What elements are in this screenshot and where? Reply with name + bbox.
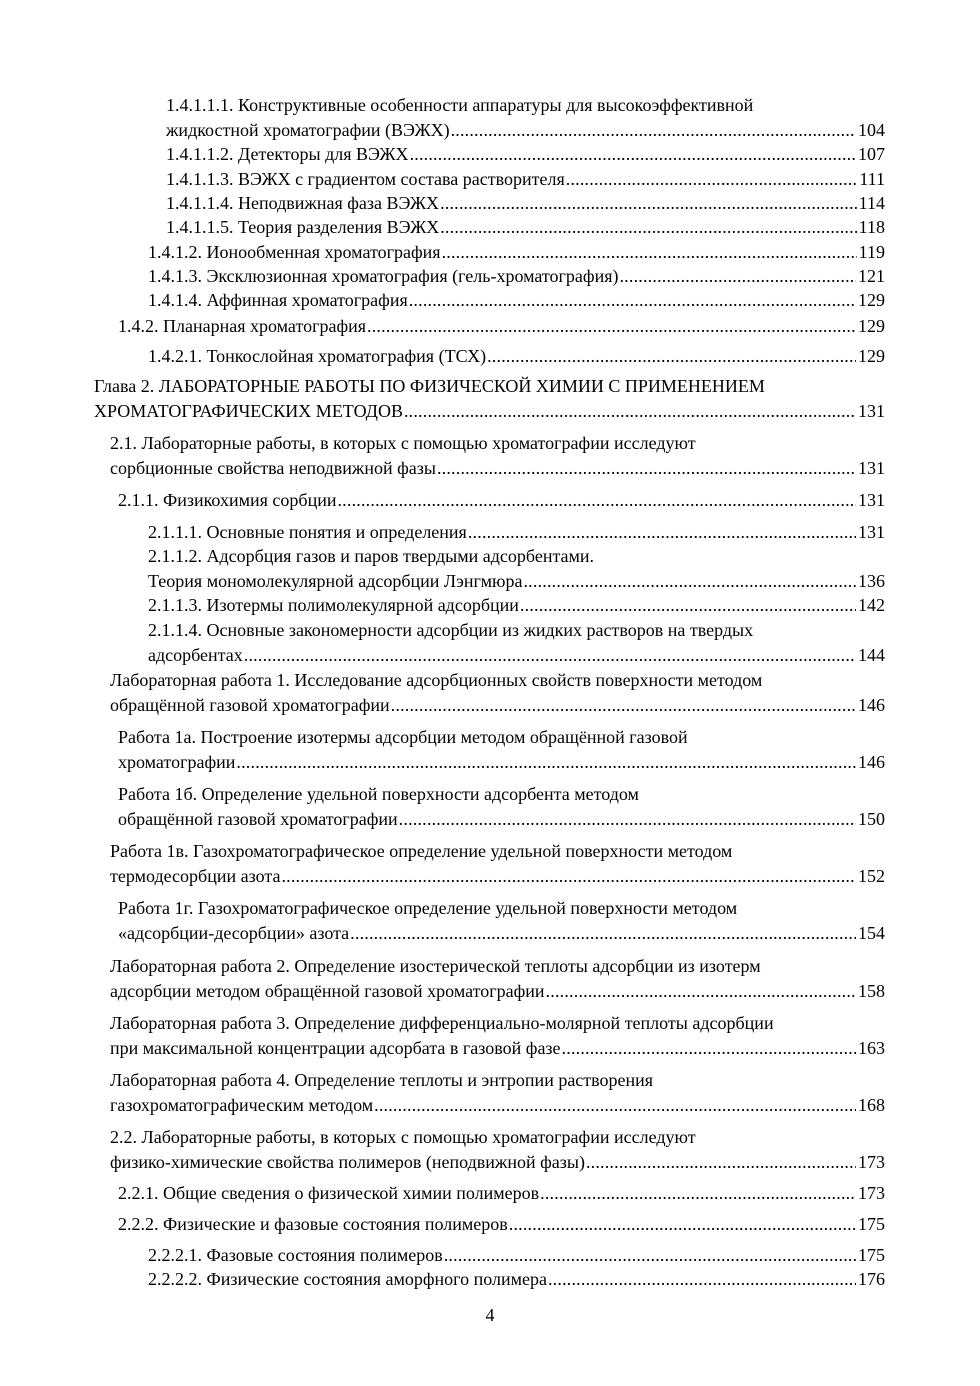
toc-entry-title: 2.2. Лабораторные работы, в которых с помощью хроматографии исследуют	[110, 1127, 696, 1147]
toc-entry-title: Лабораторная работа 4. Определение теплоты и энтропии растворения	[110, 1070, 654, 1090]
toc-entry-title: 1.4.1.1.2. Детекторы для ВЭЖХ	[166, 144, 409, 164]
toc-entry-title-end: хроматографии	[118, 751, 236, 772]
toc-page-number: 152	[858, 865, 885, 886]
toc-entry-title-end: обращённой газовой хроматографии	[118, 808, 398, 829]
dot-leader	[374, 1093, 856, 1118]
toc-entry	[94, 374, 885, 423]
dot-leader	[440, 215, 856, 240]
toc-entry-title: 2.2.2. Физические и фазовые состояния полимеров	[118, 1214, 508, 1234]
toc-entry-title: 1.4.2. Планарная хроматография	[118, 316, 367, 336]
toc-entry-title-end: сорбционные свойства неподвижной фазы	[110, 457, 436, 478]
dot-leader	[468, 520, 856, 545]
dot-leader	[619, 264, 856, 289]
toc-entry-title: 2.1.1.1. Основные понятия и определения	[148, 522, 467, 542]
toc-page-number: 131	[858, 400, 885, 421]
toc-page-number: 173	[858, 1183, 885, 1203]
toc-page-number: 104	[858, 119, 885, 140]
toc-entry	[118, 1212, 885, 1237]
toc-entry	[118, 1181, 885, 1206]
toc-entry-title: 1.4.1.1.3. ВЭЖХ с градиентом состава растворителя	[166, 169, 565, 189]
dot-leader	[451, 118, 856, 143]
toc-entry	[166, 215, 885, 240]
toc-entry-title-end: термодесорбции азота	[110, 865, 281, 886]
toc-page-number: 168	[858, 1094, 885, 1115]
dot-leader	[437, 456, 856, 481]
toc-entry-title-end: при максимальной концентрации адсорбата в газовой фазе	[110, 1037, 561, 1058]
dot-leader	[409, 288, 856, 313]
toc-entry-title: Работа 1г. Газохроматографическое определение удельной поверхности методом	[118, 898, 738, 918]
dot-leader	[566, 167, 858, 192]
toc-entry-title: 2.2.2.2. Физические состояния аморфного полимера	[148, 1269, 547, 1289]
toc-page-number: 131	[858, 457, 885, 478]
dot-leader	[523, 569, 856, 594]
toc-entry-title: 1.4.2.1. Тонкослойная хроматография (ТСХ)	[148, 346, 487, 366]
toc-entry-title: 2.1. Лабораторные работы, в которых с помощью хроматографии исследуют	[110, 433, 696, 453]
dot-leader	[244, 643, 856, 668]
toc-entry	[148, 240, 885, 265]
toc-entry	[166, 93, 885, 142]
dot-leader	[548, 1267, 856, 1292]
toc-entry	[148, 593, 885, 618]
toc-entry-title: 1.4.1.4. Аффинная хроматография	[148, 290, 408, 310]
toc-entry	[166, 167, 885, 192]
toc-page-number: 118	[858, 217, 885, 237]
toc-entry-title: Работа 1б. Определение удельной поверхности адсорбента методом	[118, 784, 639, 804]
toc-entry-title: 2.1.1.4. Основные закономерности адсорбции из жидких растворов на твердых	[148, 620, 754, 640]
dot-leader	[367, 314, 856, 339]
dot-leader	[404, 399, 856, 424]
toc-page-number: 131	[858, 522, 885, 542]
toc-page-number: 114	[858, 193, 885, 213]
toc-entry-title: 2.1.1.3. Изотермы полимолекулярной адсорбции	[148, 595, 519, 615]
toc-entry	[118, 896, 885, 945]
dot-leader	[410, 142, 856, 167]
toc-entry-title: 2.1.1.2. Адсорбция газов и паров твердыми адсорбентами.	[148, 546, 595, 566]
toc-page-number: 131	[858, 490, 885, 510]
toc-entry-title-end: адсорбции методом обращённой газовой хроматографии	[110, 980, 545, 1001]
page-number: 4	[485, 1305, 495, 1325]
toc-entry	[110, 431, 885, 480]
toc-entry	[118, 488, 885, 513]
toc-entry-title-end: ХРОМАТОГРАФИЧЕСКИХ МЕТОДОВ	[94, 400, 403, 421]
toc-entry-title: Лабораторная работа 2. Определение изостерической теплоты адсорбции из изотерм	[110, 956, 761, 976]
toc-page-number: 163	[858, 1037, 885, 1058]
toc-page-number: 175	[858, 1245, 885, 1265]
toc-entry-title-end: газохроматографическим методом	[110, 1094, 374, 1115]
toc-page-number: 146	[858, 751, 885, 772]
toc-page-number: 119	[858, 242, 885, 262]
toc-page-number: 158	[858, 980, 885, 1001]
toc-page-number: 111	[859, 169, 885, 189]
toc-entry-title-end: обращённой газовой хроматографии	[110, 694, 390, 715]
dot-leader	[399, 807, 856, 832]
toc-page-number: 121	[858, 266, 885, 286]
toc-entry	[110, 1125, 885, 1174]
toc-entry	[148, 344, 885, 369]
toc-entry	[110, 1011, 885, 1060]
toc-page-number: 129	[858, 290, 885, 310]
toc-page-number: 136	[858, 570, 885, 591]
toc-page-number: 129	[858, 316, 885, 336]
toc-entry	[118, 725, 885, 774]
toc-page-number: 150	[858, 808, 885, 829]
toc-entry-title-end: жидкостной хроматографии (ВЭЖХ)	[166, 119, 450, 140]
toc-entry-title-end: Теория мономолекулярной адсорбции Лэнгмюра	[148, 570, 523, 591]
dot-leader	[509, 1212, 856, 1237]
dot-leader	[444, 1243, 856, 1268]
toc-entry-title-end: физико-химические свойства полимеров (неподвижной фазы)	[110, 1151, 585, 1172]
toc-entry-title: Лабораторная работа 3. Определение дифференциально-молярной теплоты адсорбции	[110, 1013, 774, 1033]
toc-entry-title-end: адсорбентах	[148, 644, 243, 665]
toc-page-number: 129	[858, 346, 885, 366]
dot-leader	[562, 1036, 856, 1061]
toc-entry	[166, 142, 885, 167]
toc-page-number: 176	[858, 1269, 885, 1289]
dot-leader	[281, 864, 856, 889]
toc-entry-title: 1.4.1.1.1. Конструктивные особенности аппаратуры для высокоэффективной	[166, 95, 754, 115]
toc-entry-title: 2.2.1. Общие сведения о физической химии полимеров	[118, 1183, 540, 1203]
toc-page-number: 144	[858, 644, 885, 665]
toc-entry-title-end: «адсорбции-десорбции» азота	[118, 922, 350, 943]
toc-page-number: 175	[858, 1214, 885, 1234]
toc-entry	[110, 839, 885, 888]
toc-page-number: 154	[858, 922, 885, 943]
toc-entry-title: 1.4.1.1.4. Неподвижная фаза ВЭЖХ	[166, 193, 440, 213]
toc-entry	[110, 1068, 885, 1117]
toc-entry	[110, 668, 885, 717]
toc-page-number: 107	[858, 144, 885, 164]
dot-leader	[337, 488, 856, 513]
toc-entry-title: Работа 1а. Построение изотермы адсорбции методом обращённой газовой	[118, 727, 688, 747]
toc-entry	[148, 1267, 885, 1292]
toc-entry-title: 1.4.1.3. Эксклюзионная хроматография (гель-хроматография)	[148, 266, 619, 286]
toc-entry	[148, 1243, 885, 1268]
toc-entry	[148, 264, 885, 289]
toc-entry-title: 2.1.1. Физикохимия сорбции	[118, 490, 337, 510]
dot-leader	[442, 240, 857, 265]
dot-leader	[391, 693, 856, 718]
toc-page-number: 142	[858, 595, 885, 615]
toc-entry-title: 1.4.1.1.5. Теория разделения ВЭЖХ	[166, 217, 440, 237]
dot-leader	[487, 344, 856, 369]
toc-page-number: 173	[858, 1151, 885, 1172]
dot-leader	[350, 921, 856, 946]
dot-leader	[546, 979, 856, 1004]
dot-leader	[540, 1181, 856, 1206]
dot-leader	[586, 1150, 856, 1175]
toc-entry-title: Лабораторная работа 1. Исследование адсорбционных свойств поверхности методом	[110, 670, 763, 690]
toc-entry-title: Глава 2. ЛАБОРАТОРНЫЕ РАБОТЫ ПО ФИЗИЧЕСКОЙ ХИМИИ С ПРИМЕНЕНИЕМ	[94, 376, 765, 396]
toc-entry	[148, 520, 885, 545]
toc-entry	[148, 288, 885, 313]
toc-entry	[148, 544, 885, 593]
toc-entry	[166, 191, 885, 216]
toc-entry	[148, 618, 885, 667]
dot-leader	[520, 593, 856, 618]
dot-leader	[440, 191, 857, 216]
toc-entry	[110, 954, 885, 1003]
toc-entry-title: Работа 1в. Газохроматографическое определение удельной поверхности методом	[110, 841, 733, 861]
dot-leader	[236, 750, 856, 775]
toc-page-number: 146	[858, 694, 885, 715]
toc-entry-title: 2.2.2.1. Фазовые состояния полимеров	[148, 1245, 443, 1265]
toc-entry	[118, 782, 885, 831]
toc-entry	[118, 314, 885, 339]
toc-entry-title: 1.4.1.2. Ионообменная хроматография	[148, 242, 441, 262]
